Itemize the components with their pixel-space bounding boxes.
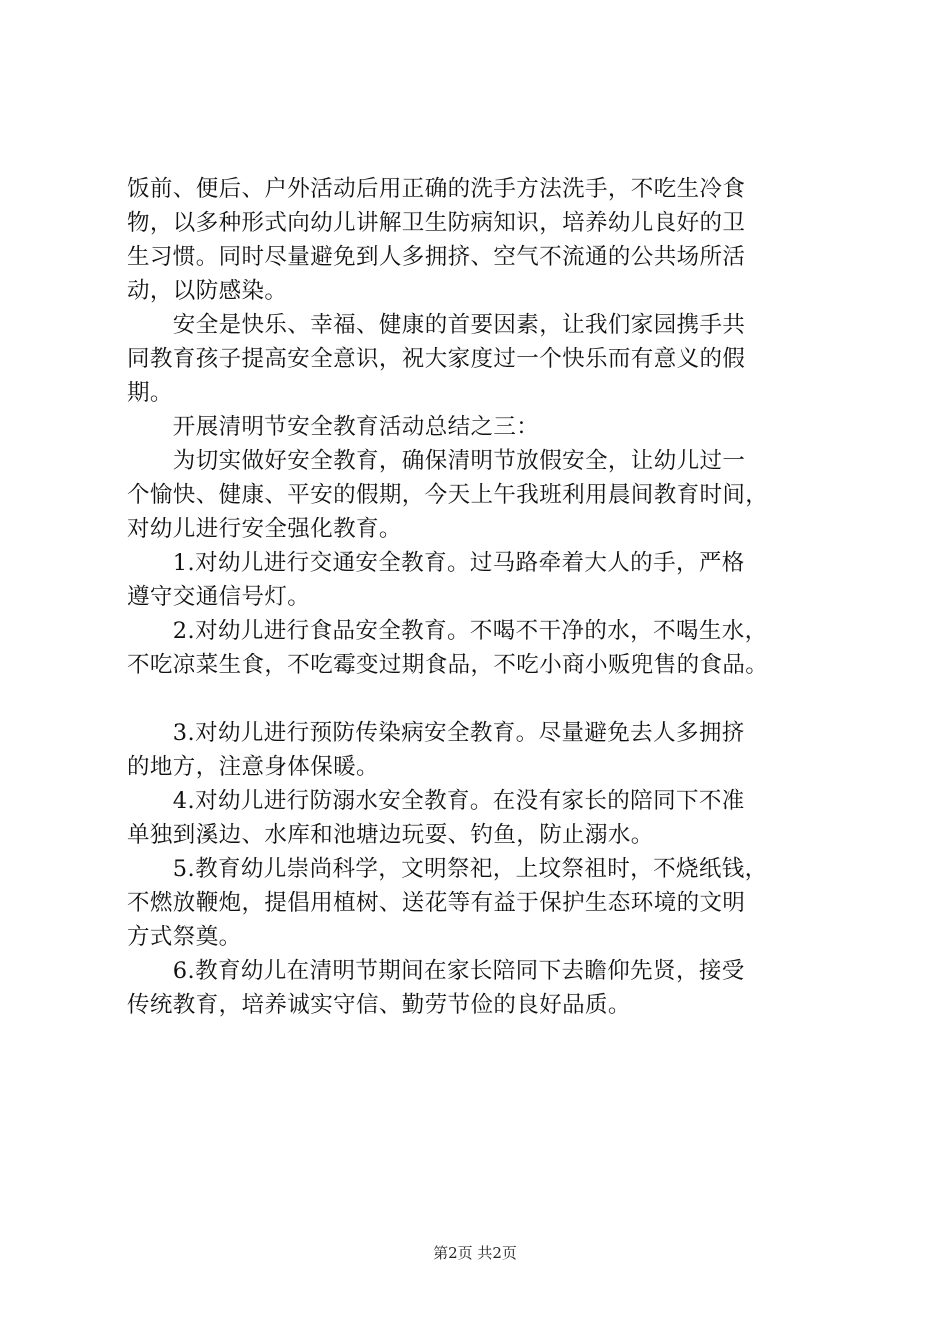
text-line: 方式祭奠。 — [127, 924, 242, 950]
text-line: 个愉快、健康、平安的假期，今天上午我班利用晨间教育时间， — [127, 482, 769, 508]
blank-line — [127, 682, 847, 716]
page-number: 第2页 共2页 — [433, 1244, 517, 1262]
text-line: 传统教育，培养诚实守信、勤劳节俭的良好品质。 — [127, 992, 631, 1018]
text-line: 期。 — [127, 380, 173, 406]
text-line: 单独到溪边、水库和池塘边玩耍、钓鱼，防止溺水。 — [127, 822, 654, 848]
list-item-line: 2.对幼儿进行食品安全教育。不喝不干净的水，不喝生水， — [127, 618, 768, 644]
page-footer — [0, 1243, 950, 1263]
text-line: 遵守交通信号灯。 — [127, 584, 311, 610]
text-line: 安全是快乐、幸福、健康的首要因素，让我们家园携手共 — [127, 312, 746, 338]
text-line: 同教育孩子提高安全意识，祝大家度过一个快乐而有意义的假 — [127, 346, 746, 372]
text-line: 不燃放鞭炮，提倡用植树、送花等有益于保护生态环境的文明 — [127, 890, 746, 916]
text-line: 物，以多种形式向幼儿讲解卫生防病知识，培养幼儿良好的卫 — [127, 210, 746, 236]
list-item-line: 4.对幼儿进行防溺水安全教育。在没有家长的陪同下不准 — [127, 788, 745, 814]
list-item-line: 1.对幼儿进行交通安全教育。过马路牵着大人的手，严格 — [127, 550, 745, 576]
document-body — [127, 172, 847, 1022]
list-item-line: 5.教育幼儿崇尚科学，文明祭祀，上坟祭祖时，不烧纸钱， — [127, 856, 768, 882]
text-line: 不吃凉菜生食，不吃霉变过期食品，不吃小商小贩兜售的食品。 — [127, 652, 769, 678]
list-item-line: 3.对幼儿进行预防传染病安全教育。尽量避免去人多拥挤 — [127, 720, 745, 746]
section-heading: 开展清明节安全教育活动总结之三： — [127, 414, 540, 440]
text-line: 饭前、便后、户外活动后用正确的洗手方法洗手，不吃生冷食 — [127, 176, 746, 202]
list-item-line: 6.教育幼儿在清明节期间在家长陪同下去瞻仰先贤，接受 — [127, 958, 745, 984]
text-line: 动，以防感染。 — [127, 278, 288, 304]
text-line: 对幼儿进行安全强化教育。 — [127, 516, 402, 542]
text-line: 为切实做好安全教育，确保清明节放假安全，让幼儿过一 — [127, 448, 746, 474]
text-line: 生习惯。同时尽量避免到人多拥挤、空气不流通的公共场所活 — [127, 244, 746, 270]
text-line: 的地方，注意身体保暖。 — [127, 754, 379, 780]
